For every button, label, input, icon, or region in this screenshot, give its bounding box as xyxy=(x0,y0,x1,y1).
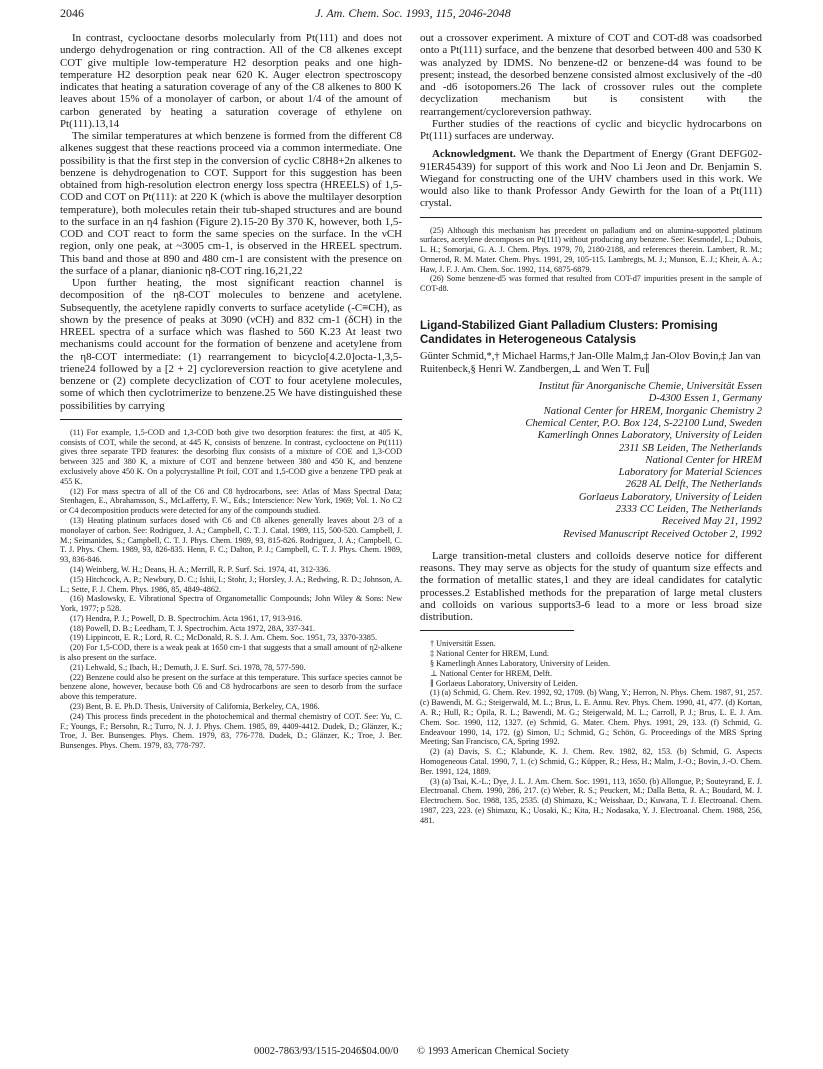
copyright: © 1993 American Chemical Society xyxy=(416,1046,570,1057)
footnote: (23) Bent, B. E. Ph.D. Thesis, University of California, Berkeley, CA, 1986. xyxy=(70,702,320,712)
footnotes xyxy=(60,428,402,751)
footnote: (21) Lehwald, S.; Ibach, H.; Demuth, J. E. Surf. Sci. 1978, 78, 577-590. xyxy=(70,662,306,672)
footnote: (25) Although this mechanism has precedent on palladium and on alumina-supported platinum surfaces, acetylene decomposes on Pt(111) without producing any benzene. See: Kesmodel, L.; Dubois, L. H.; Somorjai, G. A. J. Chem. Phys. 1979, 70, 2180-2188, and references therein. Lambert, R. M.; Ormerod, R. M. Mater. Chem. Phys. 1991, 29, 105-115. Lambregts, M. J.; Munson, E. J.; Kheir, A. A.; Haw, J. F. J. Am. Chem. Soc. 1992, 114, 6875-6879. xyxy=(420,225,762,274)
affiliation-line: National Center for HREM xyxy=(645,453,762,466)
revised-date: Revised Manuscript Received October 2, 1992 xyxy=(563,527,762,540)
acknowledgment xyxy=(420,148,762,209)
reference: (1) (a) Schmid, G. Chem. Rev. 1992, 92, 1709. (b) Wang, Y.; Herron, N. Phys. Chem. 1987, 91, 257. (c) Bawendi, M. G.; Steigerwald, M. L.; Brus, L. E. Annu. Rev. Phys. Chem. 1990, 41, 477. (d) Kortan, A. R.; Hull, R.; Opila, R. L.; Bawendi, M. G.; Steigerwald, M. L.; Carroll, P. J.; Brus, L. E. J. Am. Chem. Soc. 1990, 112, 1327. (e) Schmid, G. Mater. Chem. Phys. 1991, 29, 133. (f) Schmid, G. Endeavour 1990, 14, 172. (g) Simon, U.; Schmid, G.; Schön, G. Proceedings of the MRS Spring Meeting; San Francisco, CA, Spring 1992. xyxy=(420,688,762,747)
footnote: (20) For 1,5-COD, there is a weak peak at 1650 cm-1 that suggests that a small amount of η2-alkene is also present on the surface. xyxy=(60,643,402,663)
abstract-paragraph: Large transition-metal clusters and colloids deserve notice for different reasons. They may serve as objects for the study of quantum size effects and the formation of metallic states,1 and they are ideal candidates for catalytic processes.2 Established methods for the preparation of large metal clusters and colloids on various supports3-6 lead to a more or less broad size distribution. xyxy=(420,549,762,624)
left-column xyxy=(60,32,402,751)
footnote: (18) Powell, D. B.; Leedham, T. J. Spectrochim. Acta 1972, 28A, 337-341. xyxy=(70,623,316,633)
acknowledgment-text: We thank the Department of Energy (Grant DEFG02-91ER45439) for support of this work and Noo Li Jeon and Dr. Benjamin S. Wiegand for constructing one of the UHV chambers used in this work. We would also like to thank Professor Andy Gewirth for the loan of a Pt(111) crystal. xyxy=(420,148,762,210)
footnote: (26) Some benzene-d5 was formed that resulted from COT-d7 impurities present in the sample of COT-d8. xyxy=(420,274,762,294)
divider xyxy=(420,630,574,631)
affiliation-line: Kamerlingh Onnes Laboratory, University of Leiden xyxy=(537,429,762,442)
affiliation-line: 2333 CC Leiden, The Netherlands xyxy=(615,503,762,516)
body-paragraph: Upon further heating, the most significant reaction channel is decomposition of the η8-COT molecules to benzene and acetylene. Subsequently, the acetylene rapidly converts to surface acetylide (-C≡CH), as shown by the presence of peaks at 3090 (νCH) and 832 cm-1 (δCH) in the HREEL spectra of a surface which was flashed to 560 K.23 At least two mechanisms could account for the formation of benzene and acetylene from the η8-COT intermediate: (1) rearrangement to bicyclo[4.2.0]octa-1,3,5-triene24 followed by a [2 + 2] cycloreversion reaction to give acetylene and benzene or (2) complete decyclization of COT to four acetylene molecules, some of which then cyclotrimerize to benzene.25 We have distinguished these possibilities by carrying xyxy=(60,277,402,412)
footnote: (11) For example, 1,5-COD and 1,3-COD both give two desorption features: the first, at 405 K, consists of COT, while the second, at 445 K, consists of benzene. In contrast, cyclooctene on Pt(111) gives three separate TPD features: the desorbing flux consists of a mixture of COE and 1,3-COD between 325 and 380 K, a mixture of COT and benzene between 380 and 450 K, and benzene exclusively above 450 K. On a polycrystalline Pt foil, COT and 1,5-COD give a benzene TPD peak at 455 K. xyxy=(60,427,402,486)
received-date: Received May 21, 1992 xyxy=(661,515,762,528)
body-paragraph: The similar temperatures at which benzene is formed from the different C8 alkenes suggest that these reactions proceed via a common intermediate. One possibility is that the first step in the conversion of cyclic C8H8+2n alkenes to benzene is dehydrogenation to COT. Support for this suggestion has been obtained from high-resolution electron energy loss spectra (HREELS) of 1,5-COD and COT on Pt(111): at 220 K (which is above the multilayer desorption temperature), both molecules retain their tub-shaped structures and are bound to the surface in an η4 fashion (Figure 2).15-20 By 370 K, however, both 1,5-COD and COT react to form the same species on the surface. In the νCH region, only one peak, at ~3005 cm-1, is observed in the HREEL spectrum. This band and those at 890 and 480 cm-1 are consistent with the presence on the surface of a planar, dianionic η8-COT ring.16,21,22 xyxy=(60,130,402,277)
reference: (3) (a) Tsai, K.-L.; Dye, J. L. J. Am. Chem. Soc. 1991, 113, 1650. (b) Allongue, P.; Souteyrand, E. J. Electroanal. Chem. 1990, 286, 217. (c) Weber, R. S.; Peuckert, M.; Dalla Betta, R. A.; Boudard, M. J. Electrochem. Soc. 1988, 135, 2535. (d) Shimazu, K.; Weisshaar, D.; Kuwana, T. J. Electroanal. Chem. 1987, 223, 223. (e) Shimazu, K.; Uosaki, K.; Kita, H.; Nodasaka, Y. J. Electroanal. Chem. 1988, 256, 481. xyxy=(420,776,762,825)
footnote: (22) Benzene could also be present on the surface at this temperature. This surface species cannot be benzene alone, however, because both C6 and C8 hydrocarbons are seen to desorb from the surface above this temperature. xyxy=(60,672,402,702)
page-header xyxy=(60,6,766,24)
affiliation-note: ‡ National Center for HREM, Lund. xyxy=(430,649,549,659)
footnote: (17) Hendra, P. J.; Powell, D. B. Spectrochim. Acta 1961, 17, 913-916. xyxy=(70,613,303,623)
affiliation-line: Laboratory for Material Sciences xyxy=(618,466,762,479)
footnote: (13) Heating platinum surfaces dosed with C6 and C8 alkenes generally leaves about 2/3 of a monolayer of carbon. See: Rodriguez, J. A.; Campbell, C. T. J. Catal. 1989, 115, 500-520. Campbell, J. M.; Seimanides, S.; Campbell, C. T. J. Phys. Chem. 1989, 93, 815-826. Rodriguez, J. A.; Campbell, C. T. J. Phys. Chem. 1989, 93, 826-835. Henn, F. C.; Dalton, P. J.; Campbell, C. T. J. Phys. Chem. 1989, 93, 836-846. xyxy=(60,515,402,565)
affiliation-note: ∥ Gorlaeus Laboratory, University of Leiden. xyxy=(430,678,578,688)
affiliation-note: ⊥ National Center for HREM, Delft. xyxy=(430,668,553,678)
affiliation-line: 2311 SB Leiden, The Netherlands xyxy=(618,441,762,454)
right-column xyxy=(420,32,762,826)
journal-citation: J. Am. Chem. Soc. 1993, 115, 2046-2048 xyxy=(315,6,511,20)
acknowledgment-heading: Acknowledgment. xyxy=(432,148,516,161)
footnote: (24) This process finds precedent in the photochemical and thermal chemistry of COT. See: Yu, C. F.; Youngs, F.; Bersohn, R.; Turro, N. J. J. Phys. Chem. 1985, 89, 4409-4412. Dudek, D.; Glänzer, K.; Troe, J. Ber. Bunsenges. Phys. Chem. 1979, 83, 776-778. Dudek, D.; Glänzer, K.; Troe, J. Ber. Bunsenges. Phys. Chem. 1979, 83, 778-797. xyxy=(60,711,402,751)
references xyxy=(420,688,762,825)
footnote: (15) Hitchcock, A. P.; Newbury, D. C.; Ishii, I.; Stohr, J.; Horsley, J. A.; Redwing, R. D.; Johnson, A. L.; Sette, F. J. Chem. Phys. 1986, 85, 4849-4862. xyxy=(60,574,402,594)
footnote: (16) Maslowsky, E. Vibrational Spectra of Organometallic Compounds; John Wiley & Sons: New York, 1977; p 528. xyxy=(60,594,402,614)
divider xyxy=(60,419,402,420)
affiliation-notes xyxy=(420,639,762,688)
affiliation-line: Chemical Center, P.O. Box 124, S-22100 Lund, Sweden xyxy=(525,416,762,429)
article-title: Ligand-Stabilized Giant Palladium Clusters: Promising Candidates in Heterogeneous Catalysis xyxy=(420,320,718,346)
reference: (2) (a) Davis, S. C.; Klabunde, K. J. Chem. Rev. 1982, 82, 153. (b) Schmid, G. Aspects Homogeneous Catal. 1990, 7, 1. (c) Schmid, G.; Küpper, R.; Hess, H.; Malm, J.-O.; Bovin, J.-O. Chem. Ber. 1991, 124, 1889. xyxy=(420,747,762,776)
page-number: 2046 xyxy=(60,6,84,20)
divider xyxy=(420,217,762,218)
footnote: (14) Weinberg, W. H.; Deans, H. A.; Merrill, R. P. Surf. Sci. 1974, 41, 312-336. xyxy=(70,564,331,574)
affiliation-note: † Universität Essen. xyxy=(430,639,496,649)
body-paragraph: out a crossover experiment. A mixture of COT and COT-d8 was coadsorbed onto a Pt(111) surface, and the benzene that desorbed between 400 and 530 K was analyzed by IDMS. No benzene-d2 or benzene-d4 was found to be present; instead, the desorbed benzene consisted almost exclusively of the -d0 and -d6 isotopomers.26 The lack of crossover rules out the complete decyclization mechanism but is consistent with the rearrangement/cycloreversion pathway. xyxy=(420,32,762,118)
footnote: (12) For mass spectra of all of the C6 and C8 hydrocarbons, see: Atlas of Mass Spectral Data; Stenhagen, E., Abrahamsson, S., McLafferty, F. W., Eds.; Interscience: New York, 1969; Vol. 1. No C2 or C4 decomposition products were detected for any of the compounds studied. xyxy=(60,486,402,516)
affiliation-line: Gorlaeus Laboratory, University of Leiden xyxy=(578,490,762,503)
footnote: (19) Lippincott, E. R.; Lord, R. C.; McDonald, R. S. J. Am. Chem. Soc. 1951, 73, 3370-3385. xyxy=(70,633,378,643)
body-paragraph: In contrast, cyclooctane desorbs molecularly from Pt(111) and does not undergo dehydrogenation or ring contraction. All of the C8 alkenes except COT give multiple low-temperature H2 desorption peaks and one high-temperature H2 desorption peak near 620 K. Auger electron spectroscopy indicates that heating a saturation coverage of any of the C8 alkenes to 800 K leaves about 15% of a monolayer of carbon, or about 1/4 of the amount of carbon generated by heating a saturation coverage of ethylene on Pt(111).13,14 xyxy=(60,32,402,130)
affiliation-note: § Kamerlingh Annes Laboratory, University of Leiden. xyxy=(430,659,610,669)
page-footer xyxy=(0,1046,823,1057)
affiliation-line: Institut für Anorganische Chemie, Universität Essen xyxy=(538,380,762,393)
body-paragraph: Further studies of the reactions of cyclic and bicyclic hydrocarbons on Pt(111) surfaces are underway. xyxy=(420,117,762,142)
affiliation-line: National Center for HREM, Inorganic Chemistry 2 xyxy=(543,404,762,417)
affiliations xyxy=(420,380,762,540)
affiliation-line: 2628 AL Delft, The Netherlands xyxy=(625,478,762,491)
author-list: Günter Schmid,*,† Michael Harms,† Jan-Olle Malm,‡ Jan-Olov Bovin,‡ Jan van Ruitenbeck,§ Henri W. Zandbergen,⊥ and Wen T. Fu∥ xyxy=(420,351,761,375)
price-code: 0002-7863/93/1515-2046$04.00/0 xyxy=(253,1046,399,1057)
affiliation-line: D-4300 Essen 1, Germany xyxy=(648,392,762,405)
